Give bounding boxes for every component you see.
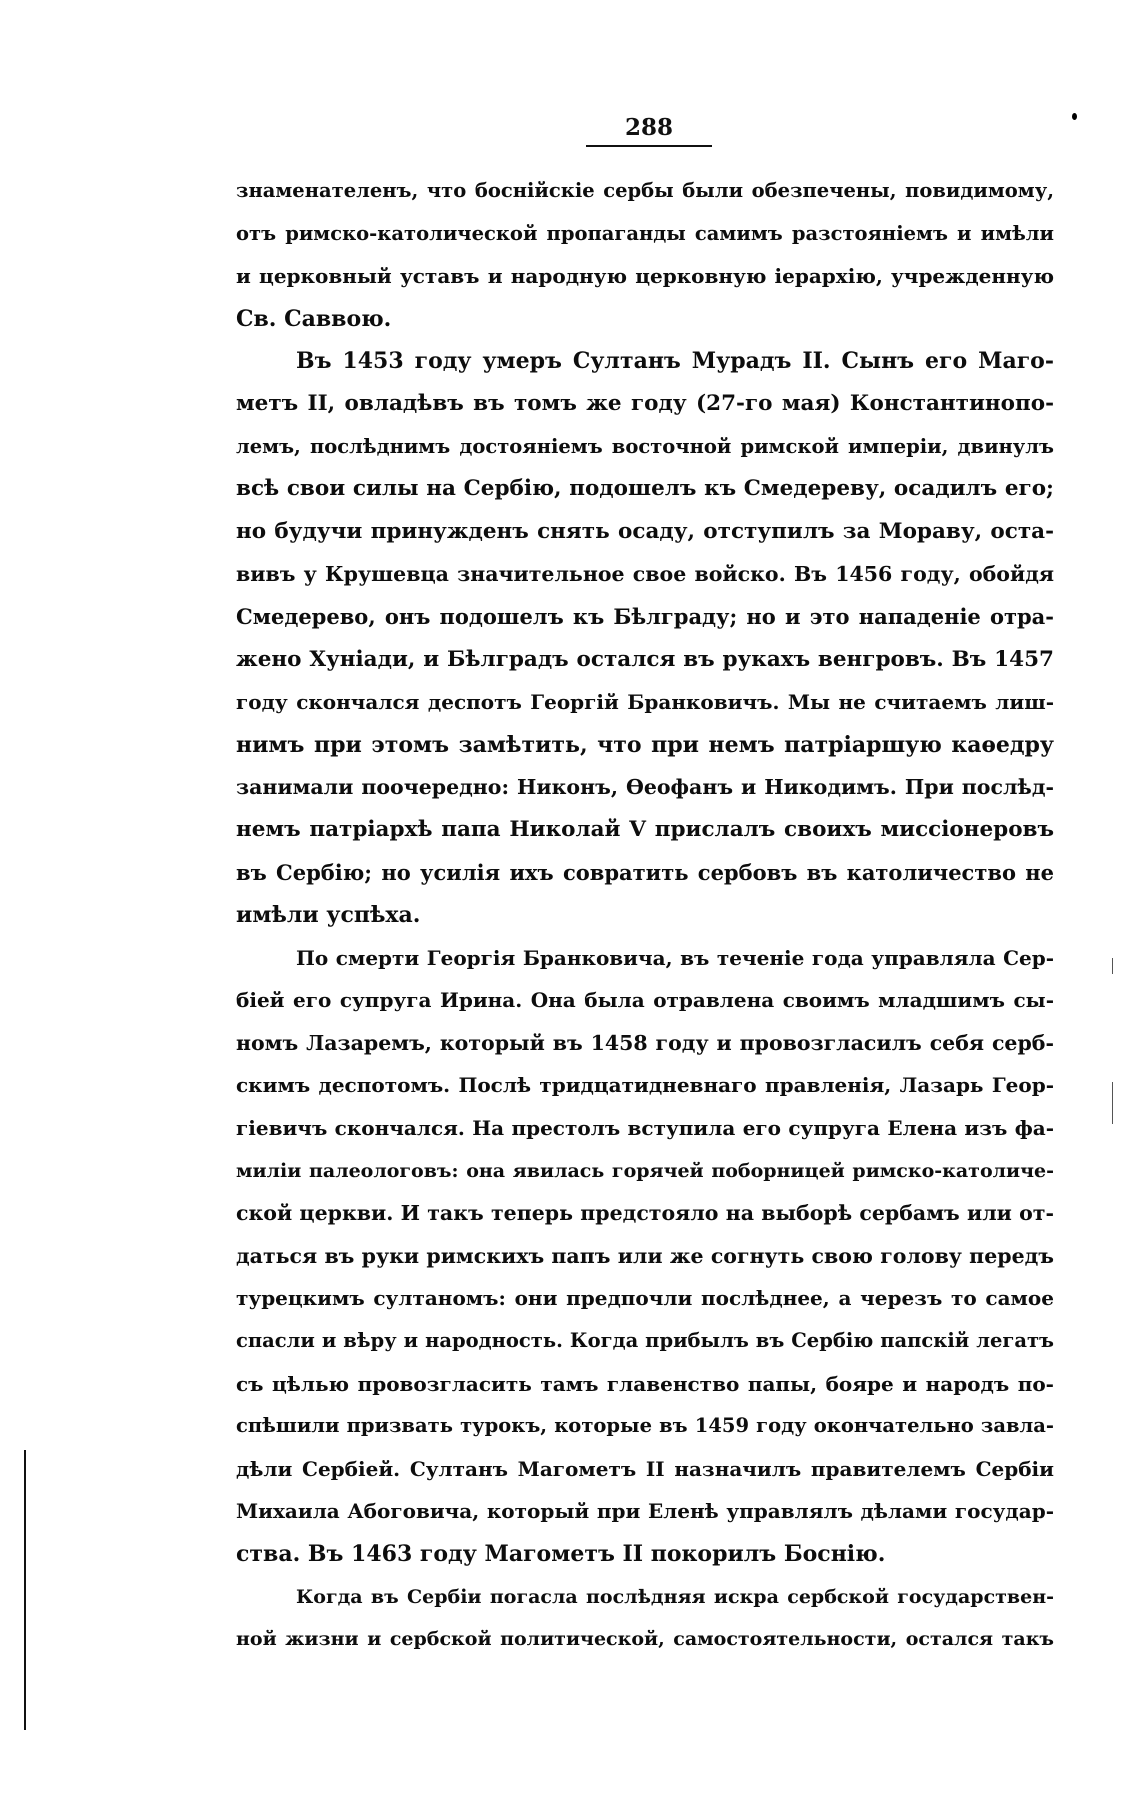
text-line: занимали поочередно: Никонъ, Ѳеофанъ и Никодимъ. При послѣд- (236, 775, 1054, 800)
page-number-rule (586, 145, 712, 147)
text-line: знаменателенъ, что боснійскіе сербы были обезпечены, повидимому, (236, 179, 1054, 202)
text-line: Въ 1453 году умеръ Султанъ Мурадъ II. Сынъ его Маго- (296, 348, 1054, 375)
text-line: лемъ, послѣднимъ достояніемъ восточной римской имперіи, двинулъ (236, 434, 1054, 458)
text-line: гіевичъ скончался. На престолъ вступила его супруга Елена изъ фа- (236, 1116, 1054, 1141)
text-line: Когда въ Сербіи погасла послѣдняя искра сербской государствен- (296, 1585, 1054, 1608)
text-line: отъ римско-католической пропаганды самимъ разстояніемъ и имѣли (236, 221, 1054, 245)
text-line: По смерти Георгія Бранковича, въ теченіе года управляла Сер- (296, 945, 1054, 970)
text-line: номъ Лазаремъ, который въ 1458 году и провозгласилъ себя серб- (236, 1030, 1054, 1055)
scan-margin-mark (1112, 958, 1113, 974)
text-line: вивъ у Крушевца значительное свое войско. Въ 1456 году, обойдя (236, 562, 1054, 587)
text-line: Св. Саввою. (236, 305, 392, 332)
text-line: ства. Въ 1463 году Магометъ II покорилъ Боснію. (236, 1541, 886, 1567)
text-line: году скончался деспотъ Георгій Бранковичъ. Мы не считаемъ лиш- (236, 690, 1054, 715)
text-line: скимъ деспотомъ. Послѣ тридцатидневнаго правленія, Лазарь Геор- (236, 1073, 1054, 1098)
text-line: метъ II, овладѣвъ въ томъ же году (27-го мая) Константинопо- (236, 390, 1054, 416)
text-line: миліи палеологовъ: она явилась горячей поборницей римско-католиче- (236, 1159, 1054, 1182)
text-line: турецкимъ султаномъ: они предпочли послѣднее, а черезъ то самое (236, 1286, 1054, 1311)
text-line: нимъ при этомъ замѣтить, что при немъ патріаршую каѳедру (236, 731, 1054, 758)
text-line: жено Хуніади, и Бѣлградъ остался въ рукахъ венгровъ. Въ 1457 (236, 646, 1054, 672)
text-line: и церковный уставъ и народную церковную іерархію, учрежденную (236, 264, 1054, 289)
text-line: спѣшили призвать турокъ, которые въ 1459 году окончательно завла- (236, 1414, 1054, 1438)
text-line: съ цѣлью провозгласить тамъ главенство папы, бояре и народъ по- (236, 1371, 1054, 1396)
text-line: дѣли Сербіей. Султанъ Магометъ II назначилъ правителемъ Сербіи (236, 1456, 1054, 1481)
scan-edge-line (24, 1450, 26, 1730)
text-line: спасли и вѣру и народность. Когда прибылъ въ Сербію папскій легатъ (236, 1329, 1054, 1353)
body-text (236, 170, 1054, 1661)
text-line: немъ патріархѣ папа Николай V прислалъ своихъ миссіонеровъ (236, 816, 1054, 842)
scan-margin-mark (1112, 1082, 1113, 1124)
text-line: ной жизни и сербской политической, самостоятельности, остался такъ (236, 1628, 1054, 1651)
text-line: въ Сербію; но усилія ихъ совратить сербовъ въ католичество не (236, 859, 1054, 885)
text-line: но будучи принужденъ снять осаду, отступилъ за Мораву, оста- (236, 518, 1054, 544)
page-number: 288 (624, 114, 673, 141)
text-line: даться въ руки римскихъ папъ или же согнуть свою голову передъ (236, 1243, 1054, 1268)
text-line: имѣли успѣха. (236, 902, 421, 929)
scan-speck (1072, 113, 1077, 120)
text-line: ской церкви. И такъ теперь предстояло на выборѣ сербамъ или от- (236, 1201, 1054, 1226)
text-line: Смедерево, онъ подошелъ къ Бѣлграду; но и это нападеніе отра- (236, 603, 1054, 629)
text-line: біей его супруга Ирина. Она была отравлена своимъ младшимъ сы- (236, 988, 1054, 1013)
text-line: всѣ свои силы на Сербію, подошелъ къ Смедереву, осадилъ его; (236, 476, 1054, 502)
text-line: Михаила Абоговича, который при Еленѣ управлялъ дѣлами государ- (236, 1499, 1054, 1524)
